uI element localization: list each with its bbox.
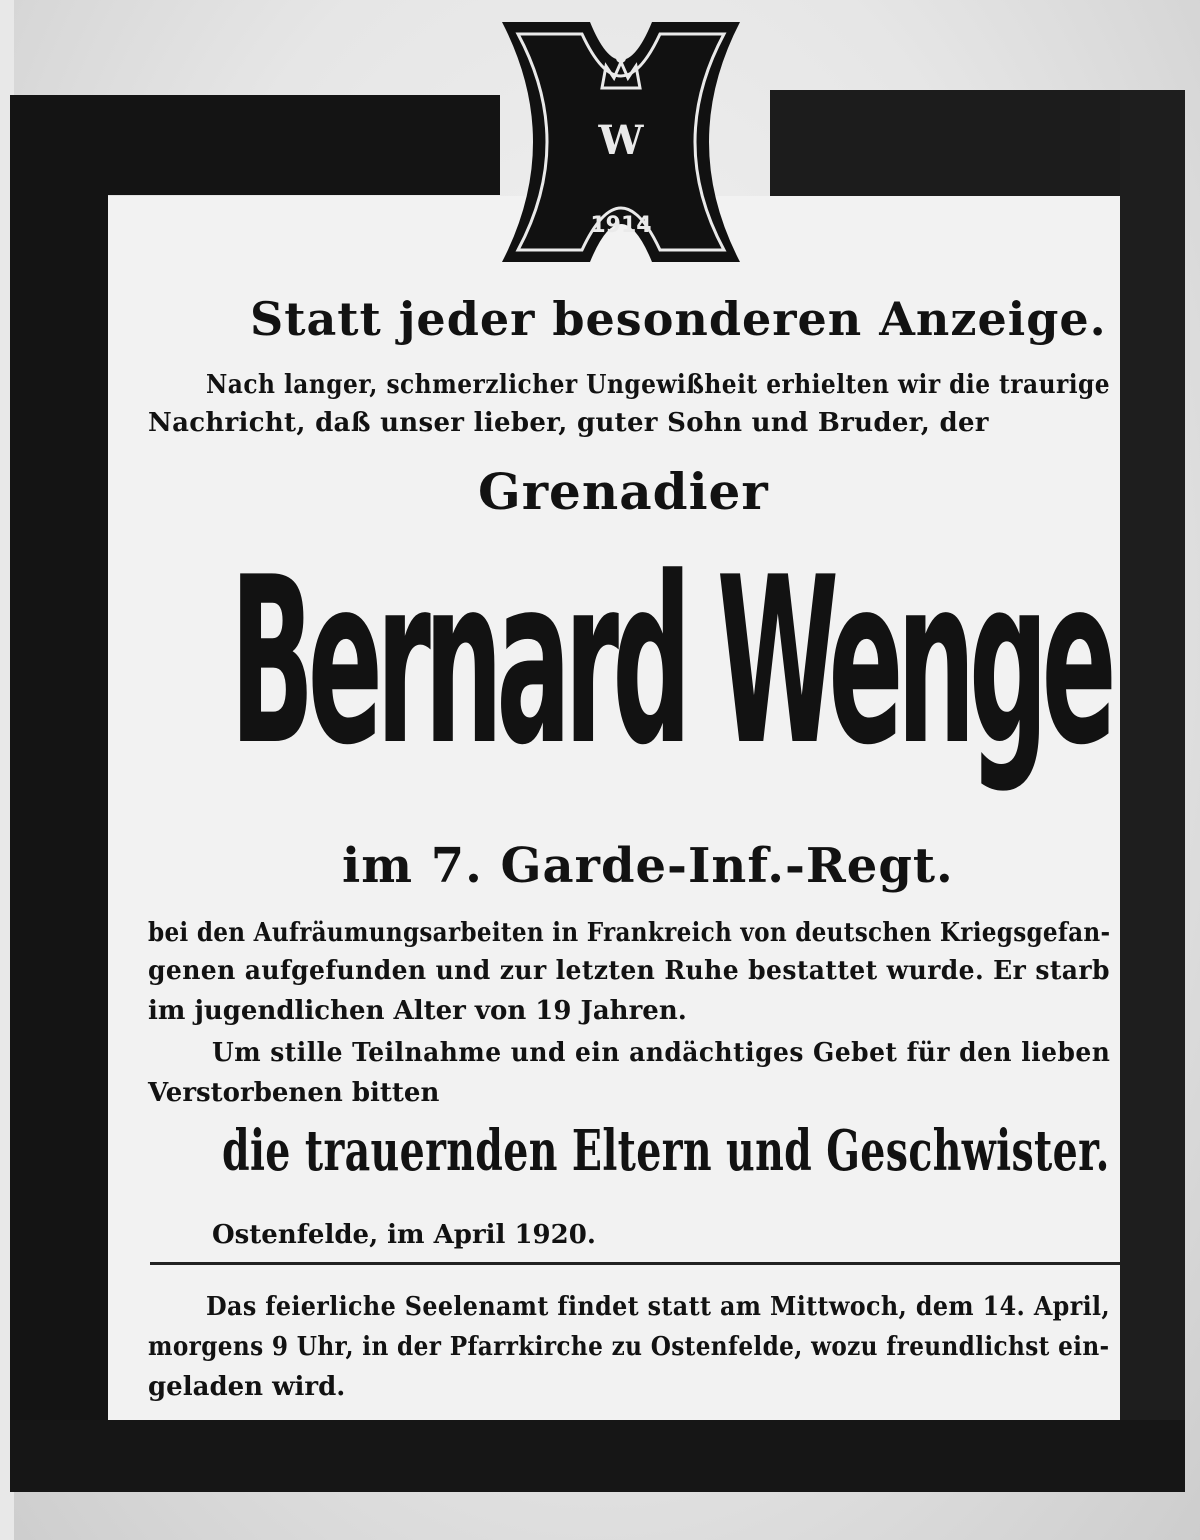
divider-rule — [150, 1262, 1120, 1265]
cross-monogram: W — [598, 117, 644, 164]
cross-year: 1914 — [590, 213, 652, 238]
rank-title: Grenadier — [478, 462, 769, 521]
body-line-3: im jugendlichen Alter von 19 Jahren. — [148, 996, 687, 1026]
intro-line-1: Nach langer, schmerzlicher Ungewißheit erhielten wir die traurige — [206, 370, 1111, 400]
request-line-2: Verstorbenen bitten — [148, 1078, 440, 1108]
mourning-border-left — [10, 95, 108, 1490]
service-line-3: geladen wird. — [148, 1372, 346, 1402]
mourning-border-right — [1120, 90, 1185, 1480]
service-line-1: Das feierliche Seelenamt findet statt am Mittwoch, dem 14. April, — [206, 1292, 1111, 1322]
intro-line-2: Nachricht, daß unser lieber, guter Sohn und Bruder, der — [148, 408, 989, 438]
regiment-line: im 7. Garde-Inf.-Regt. — [342, 838, 954, 894]
body-line-1: bei den Aufräumungsarbeiten in Frankreich von deutschen Kriegsgefan- — [148, 918, 1111, 948]
body-line-2: genen aufgefunden und zur letzten Ruhe bestattet wurde. Er starb — [148, 956, 1110, 986]
notice-heading: Statt jeder besonderen Anzeige. — [250, 292, 1107, 346]
request-line-1: Um stille Teilnahme und ein andächtiges Gebet für den lieben — [212, 1038, 1111, 1068]
place-date: Ostenfelde, im April 1920. — [212, 1220, 596, 1250]
family-signature: die trauernden Eltern und Geschwister. — [222, 1118, 1110, 1184]
iron-cross-icon — [498, 18, 744, 266]
deceased-name: Bernard Wenge — [230, 529, 1110, 796]
mourning-border-bottom — [10, 1420, 1185, 1492]
service-line-2: morgens 9 Uhr, in der Pfarrkirche zu Ostenfelde, wozu freundlichst ein- — [148, 1332, 1110, 1362]
